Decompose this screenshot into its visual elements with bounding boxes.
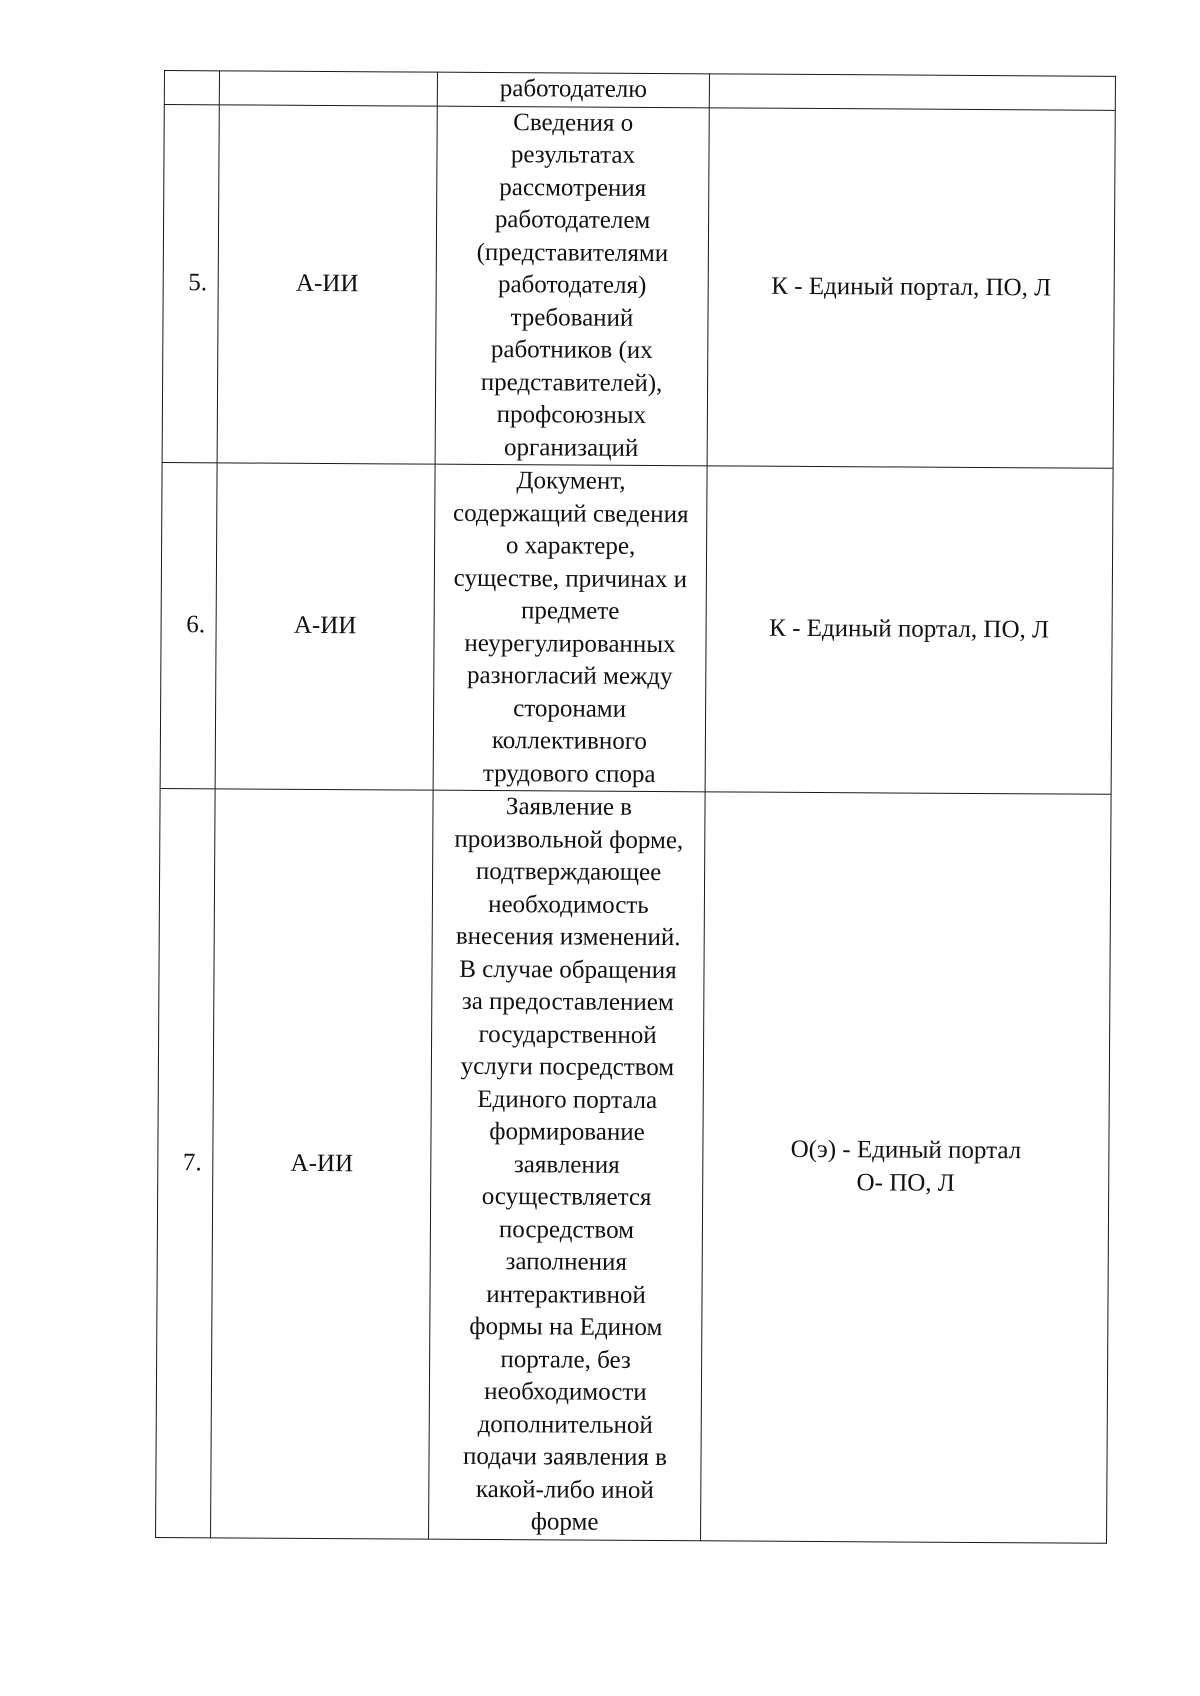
cell-number: 5.: [162, 104, 219, 463]
cell-number: 7.: [156, 788, 216, 1537]
cell-document: Документ, содержащий сведения о характере, существе, причинах и предмете неурегулированных разногласий между сторонами коллективного трудового спора: [433, 464, 707, 792]
cell-document: Заявление в произвольной форме, подтверждающее необходимость внесения изменений. В случае обращения за предоставлением государственной услуги посредством Единого портала формирование заявления осуществляется посредством заполнения интерактивной формы на Едином портале, без необходимости дополнительной подачи заявления в какой-либо иной форме: [429, 790, 706, 1540]
cell-form: О(э) - Единый портал О- ПО, Л: [701, 792, 1112, 1543]
cell-code: А-ИИ: [211, 789, 434, 1539]
documents-table: [155, 70, 1116, 1543]
cell-number: 6.: [160, 462, 217, 788]
cell-form: [709, 74, 1115, 110]
table-row: [156, 788, 1112, 1542]
cell-form: К - Единый портал, ПО, Л: [707, 107, 1115, 468]
cell-document: Сведения о результатах рассмотрения работодателем (представителями работодателя) требований работников (их представителей), профсоюзных организаций: [435, 106, 709, 466]
cell-document: работодателю: [437, 72, 709, 107]
cell-code: А-ИИ: [215, 463, 435, 790]
cell-number: [164, 71, 219, 105]
cell-code: [219, 71, 437, 106]
table-row: [162, 104, 1115, 468]
cell-form: К - Единый портал, ПО, Л: [705, 466, 1113, 794]
cell-code: А-ИИ: [217, 104, 437, 464]
table-row: [160, 462, 1113, 794]
